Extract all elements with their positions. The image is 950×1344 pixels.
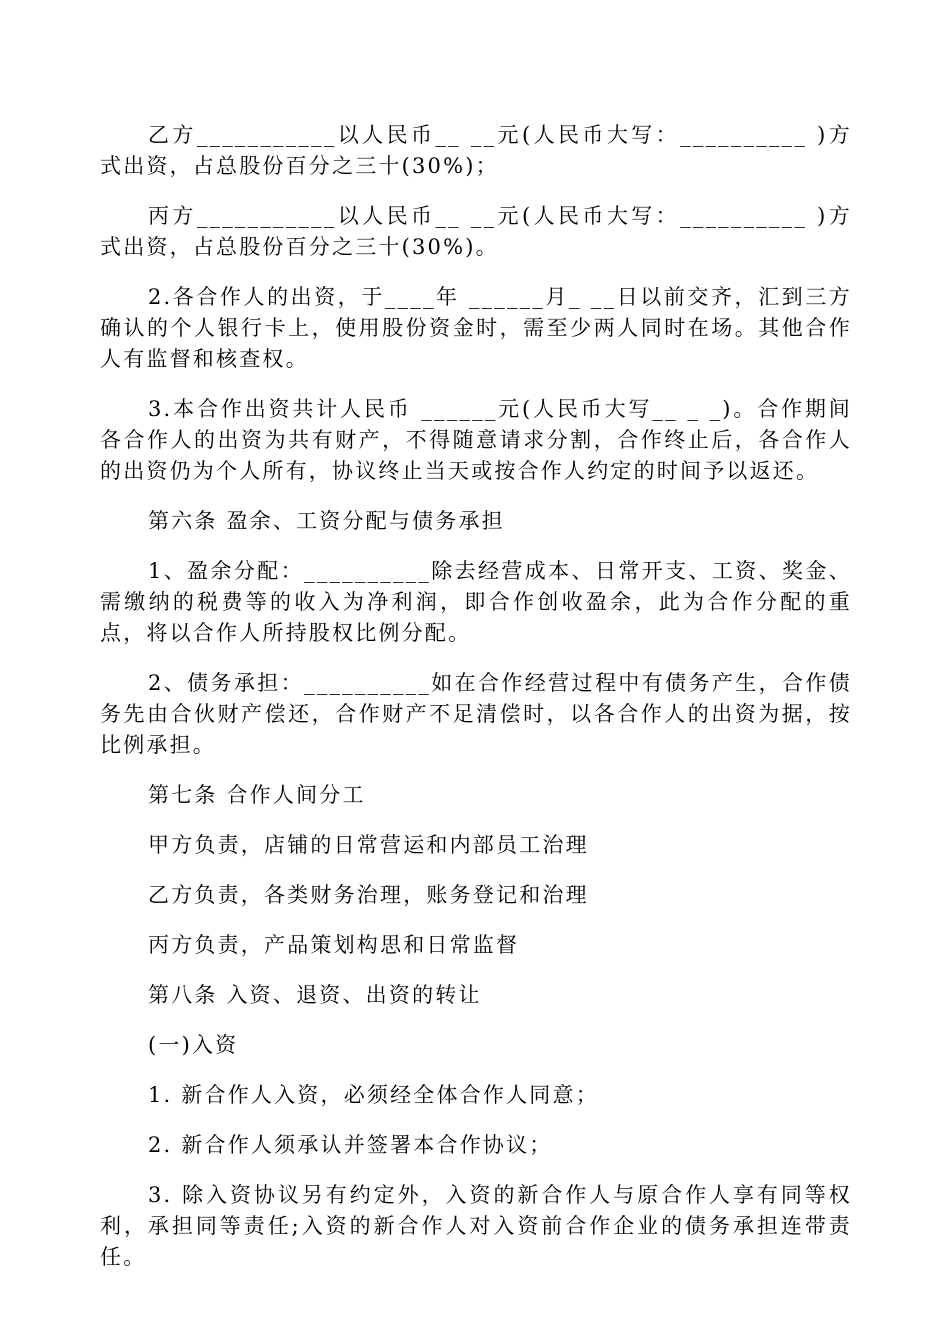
article-6-heading: 第六条 盈余、工资分配与债务承担 xyxy=(148,509,505,533)
paragraph-entry-item-3: 3. 除入资协议另有约定外，入资的新合作人与原合作人享有同等权利，承担同等责任;入资的新合作人对入资前合作企业的债务承担连带责任。 xyxy=(100,1183,852,1269)
paragraph-party-b-duty: 乙方负责，各类财务治理，账务登记和治理 xyxy=(148,883,589,907)
article-8-heading: 第八条 入资、退资、出资的转让 xyxy=(148,983,482,1007)
paragraph-entry-item-2: 2. 新合作人须承认并签署本合作协议； xyxy=(148,1133,553,1157)
paragraph-party-a-duty: 甲方负责，店铺的日常营运和内部员工治理 xyxy=(148,833,589,857)
document-page xyxy=(100,120,852,1273)
paragraph-party-c-duty: 丙方负责，产品策划构思和日常监督 xyxy=(148,933,520,957)
paragraph-party-b-contribution: 乙方___________以人民币__ __元(人民币大写：__________ )方式出资，占总股份百分之三十(30%)； xyxy=(100,123,852,178)
paragraph-contribution-deadline: 2.各合作人的出资，于____年 ______月_ __日以前交齐，汇到三方确认的个人银行卡上，使用股份资金时，需至少两人同时在场。其他合作人有监督和核查权。 xyxy=(100,285,852,371)
paragraph-party-c-contribution: 丙方___________以人民币__ __元(人民币大写：__________ )方式出资，占总股份百分之三十(30%)。 xyxy=(100,204,852,259)
paragraph-profit-distribution: 1、盈余分配：__________除去经营成本、日常开支、工资、奖金、需缴纳的税费等的收入为净利润，即合作创收盈余，此为合作分配的重点，将以合作人所持股权比例分配。 xyxy=(100,559,852,645)
article-7-heading: 第七条 合作人间分工 xyxy=(148,783,366,807)
paragraph-total-contribution: 3.本合作出资共计人民币 ______元(人民币大写__ _ _)。合作期间各合作人的出资为共有财产，不得随意请求分割，合作终止后，各合作人的出资仍为个人所有，协议终止当天或按合作人约定的时间予以返还。 xyxy=(100,397,852,483)
paragraph-entry-item-1: 1. 新合作人入资，必须经全体合作人同意； xyxy=(148,1083,599,1107)
paragraph-debt-bearing: 2、债务承担：__________如在合作经营过程中有债务产生，合作债务先由合伙财产偿还，合作财产不足清偿时，以各合作人的出资为据，按比例承担。 xyxy=(100,671,852,757)
section-capital-entry: (一)入资 xyxy=(148,1033,239,1057)
